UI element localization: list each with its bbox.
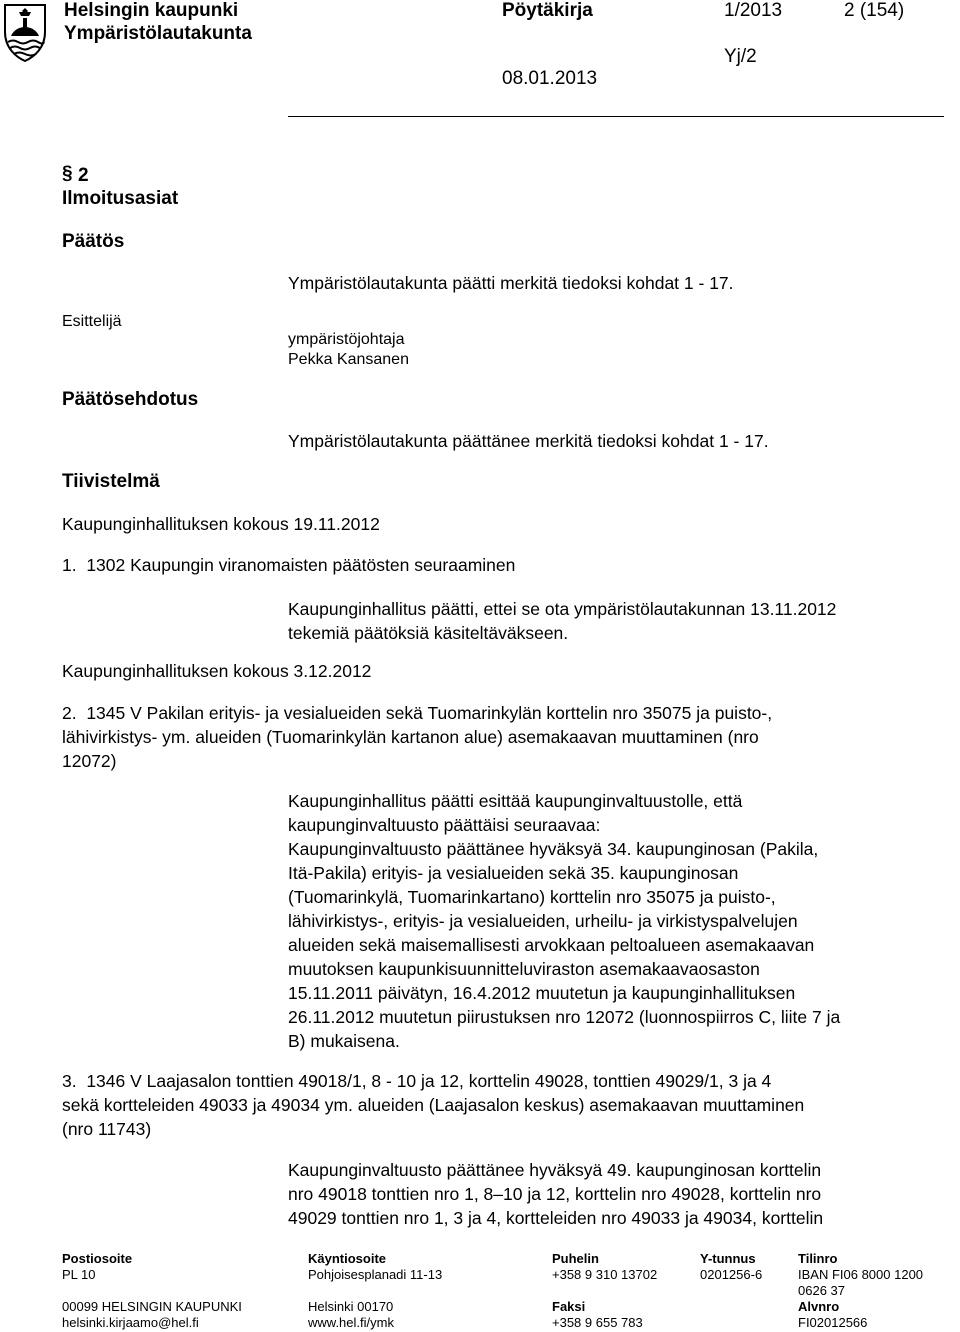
item1-heading: 1. 1302 Kaupungin viranomaisten päätösten seuraaminen <box>62 555 516 575</box>
header-doc-type: Pöytäkirja <box>502 0 593 21</box>
paatos-text: Ympäristölautakunta päätti merkitä tiedoksi kohdat 1 - 17. <box>288 273 734 293</box>
item3-heading-line: 3. 1346 V Laajasalon tonttien 49018/1, 8 - 10 ja 12, korttelin 49028, tonttien 49029/1, 3 ja 4 <box>62 1071 772 1091</box>
footer-kayntiosoite-line: Helsinki 00170 <box>308 1299 394 1314</box>
header-city: Helsingin kaupunki <box>64 0 239 21</box>
item2-heading-line: 2. 1345 V Pakilan erityis- ja vesialueiden sekä Tuomarinkylän korttelin nro 35075 ja puisto-, <box>62 703 773 723</box>
esittelija-label: Esittelijä <box>62 313 122 330</box>
item3-heading-line: (nro 11743) <box>62 1119 152 1139</box>
footer-faksi-label: Faksi <box>552 1299 586 1314</box>
footer-website-link[interactable]: www.hel.fi/ymk <box>308 1315 394 1330</box>
item2-heading-line: 12072) <box>62 751 117 771</box>
section-symbol: § <box>62 163 73 184</box>
item1-meeting: Kaupunginhallituksen kokous 19.11.2012 <box>62 514 380 534</box>
item2-heading <box>62 701 772 773</box>
paatosehdotus-label: Päätösehdotus <box>62 389 199 410</box>
item2-body-line: kaupunginvaltuusto päättäisi seuraavaa: <box>288 815 601 835</box>
header-divider <box>288 116 944 117</box>
footer-postiosoite-label: Postiosoite <box>62 1251 133 1266</box>
header-issue: 1/2013 <box>724 0 783 21</box>
item1-body <box>288 597 836 645</box>
item2-body-line: Kaupunginhallitus päätti esittää kaupunginvaltuustolle, että <box>288 791 743 811</box>
footer-tilinro-line: 0626 37 <box>798 1283 845 1298</box>
tiivistelma-label: Tiivistelmä <box>62 471 160 492</box>
header-date: 08.01.2013 <box>502 68 598 89</box>
footer-puhelin-label: Puhelin <box>552 1251 599 1266</box>
header-page: 2 (154) <box>844 0 905 21</box>
item3-body-line: Kaupunginvaltuusto päättänee hyväksyä 49. kaupunginosan korttelin <box>288 1160 822 1180</box>
item2-body-line: alueiden sekä maisemallisesti arvokkaan peltoalueen asemakaavan <box>288 935 815 955</box>
footer-tilinro-line: IBAN FI06 8000 1200 <box>798 1267 924 1282</box>
item2-body <box>288 789 840 1053</box>
item2-body-line: (Tuomarinkylä, Tuomarinkartano) korttelin nro 35075 ja puisto-, <box>288 887 776 907</box>
item1-body-line: tekemiä päätöksiä käsiteltäväkseen. <box>288 623 569 643</box>
item2-body-line: 26.11.2012 muutetun piirustuksen nro 12072 (luonnospiirros C, liite 7 ja <box>288 1007 841 1027</box>
item2-heading-line: lähivirkistys- ym. alueiden (Tuomarinkylän kartanon alue) asemakaavan muuttaminen (nro <box>62 727 759 747</box>
footer-alvnro: FI02012566 <box>798 1315 868 1330</box>
section-number: 2 <box>78 165 89 186</box>
footer-ytunnus-label: Y-tunnus <box>700 1251 756 1266</box>
footer-postiosoite-line: PL 10 <box>62 1267 96 1282</box>
footer-faksi: +358 9 655 783 <box>552 1315 643 1330</box>
item3-heading-line: sekä kortteleiden 49033 ja 49034 ym. alueiden (Laajasalon keskus) asemakaavan muuttaminen <box>62 1095 805 1115</box>
esittelija-name: Pekka Kansanen <box>288 351 409 368</box>
item3-body-line: 49029 tonttien nro 1, 3 ja 4, kortteleiden nro 49033 ja 49034, korttelin <box>288 1208 824 1228</box>
item2-body-line: 15.11.2011 päivätyn, 16.4.2012 muutetun ja kaupunginhallituksen <box>288 983 796 1003</box>
footer-kayntiosoite-line: Pohjoisesplanadi 11-13 <box>308 1267 443 1282</box>
footer-tilinro-label: Tilinro <box>798 1251 838 1266</box>
footer-alvnro-label: Alvnro <box>798 1299 840 1314</box>
esittelija-role: ympäristöjohtaja <box>288 331 405 348</box>
header-committee: Ympäristölautakunta <box>64 23 252 44</box>
footer-kayntiosoite-label: Käyntiosoite <box>308 1251 387 1266</box>
footer-postiosoite-line: 00099 HELSINGIN KAUPUNKI <box>62 1299 242 1314</box>
item2-meeting: Kaupunginhallituksen kokous 3.12.2012 <box>62 661 372 681</box>
item3-body-line: nro 49018 tonttien nro 1, 8–10 ja 12, korttelin nro 49028, korttelin nro <box>288 1184 822 1204</box>
footer-puhelin: +358 9 310 13702 <box>552 1267 658 1282</box>
item2-body-line: lähivirkistys-, erityis- ja vesialueiden, urheilu- ja virkistyspalvelujen <box>288 911 798 931</box>
item3-heading <box>62 1069 804 1141</box>
footer-ytunnus: 0201256-6 <box>700 1267 763 1282</box>
footer-email-link[interactable]: helsinki.kirjaamo@hel.fi <box>62 1315 199 1330</box>
item2-body-line: Kaupunginvaltuusto päättänee hyväksyä 34. kaupunginosan (Pakila, <box>288 839 819 859</box>
item2-body-line: Itä-Pakila) erityis- ja vesialueiden sekä 35. kaupunginosan <box>288 863 739 883</box>
item2-body-line: muutoksen kaupunkisuunnitteluviraston asemakaavaosaston <box>288 959 760 979</box>
paatos-label: Päätös <box>62 231 125 252</box>
paatosehdotus-text: Ympäristölautakunta päättänee merkitä tiedoksi kohdat 1 - 17. <box>288 431 769 451</box>
section-title: Ilmoitusasiat <box>62 188 179 209</box>
helsinki-coat-of-arms-logo <box>2 2 48 64</box>
item1-body-line: Kaupunginhallitus päätti, ettei se ota ympäristölautakunnan 13.11.2012 <box>288 599 837 619</box>
header-section-code: Yj/2 <box>724 46 757 67</box>
item3-body <box>288 1158 823 1230</box>
item2-body-line: B) mukaisena. <box>288 1031 400 1051</box>
